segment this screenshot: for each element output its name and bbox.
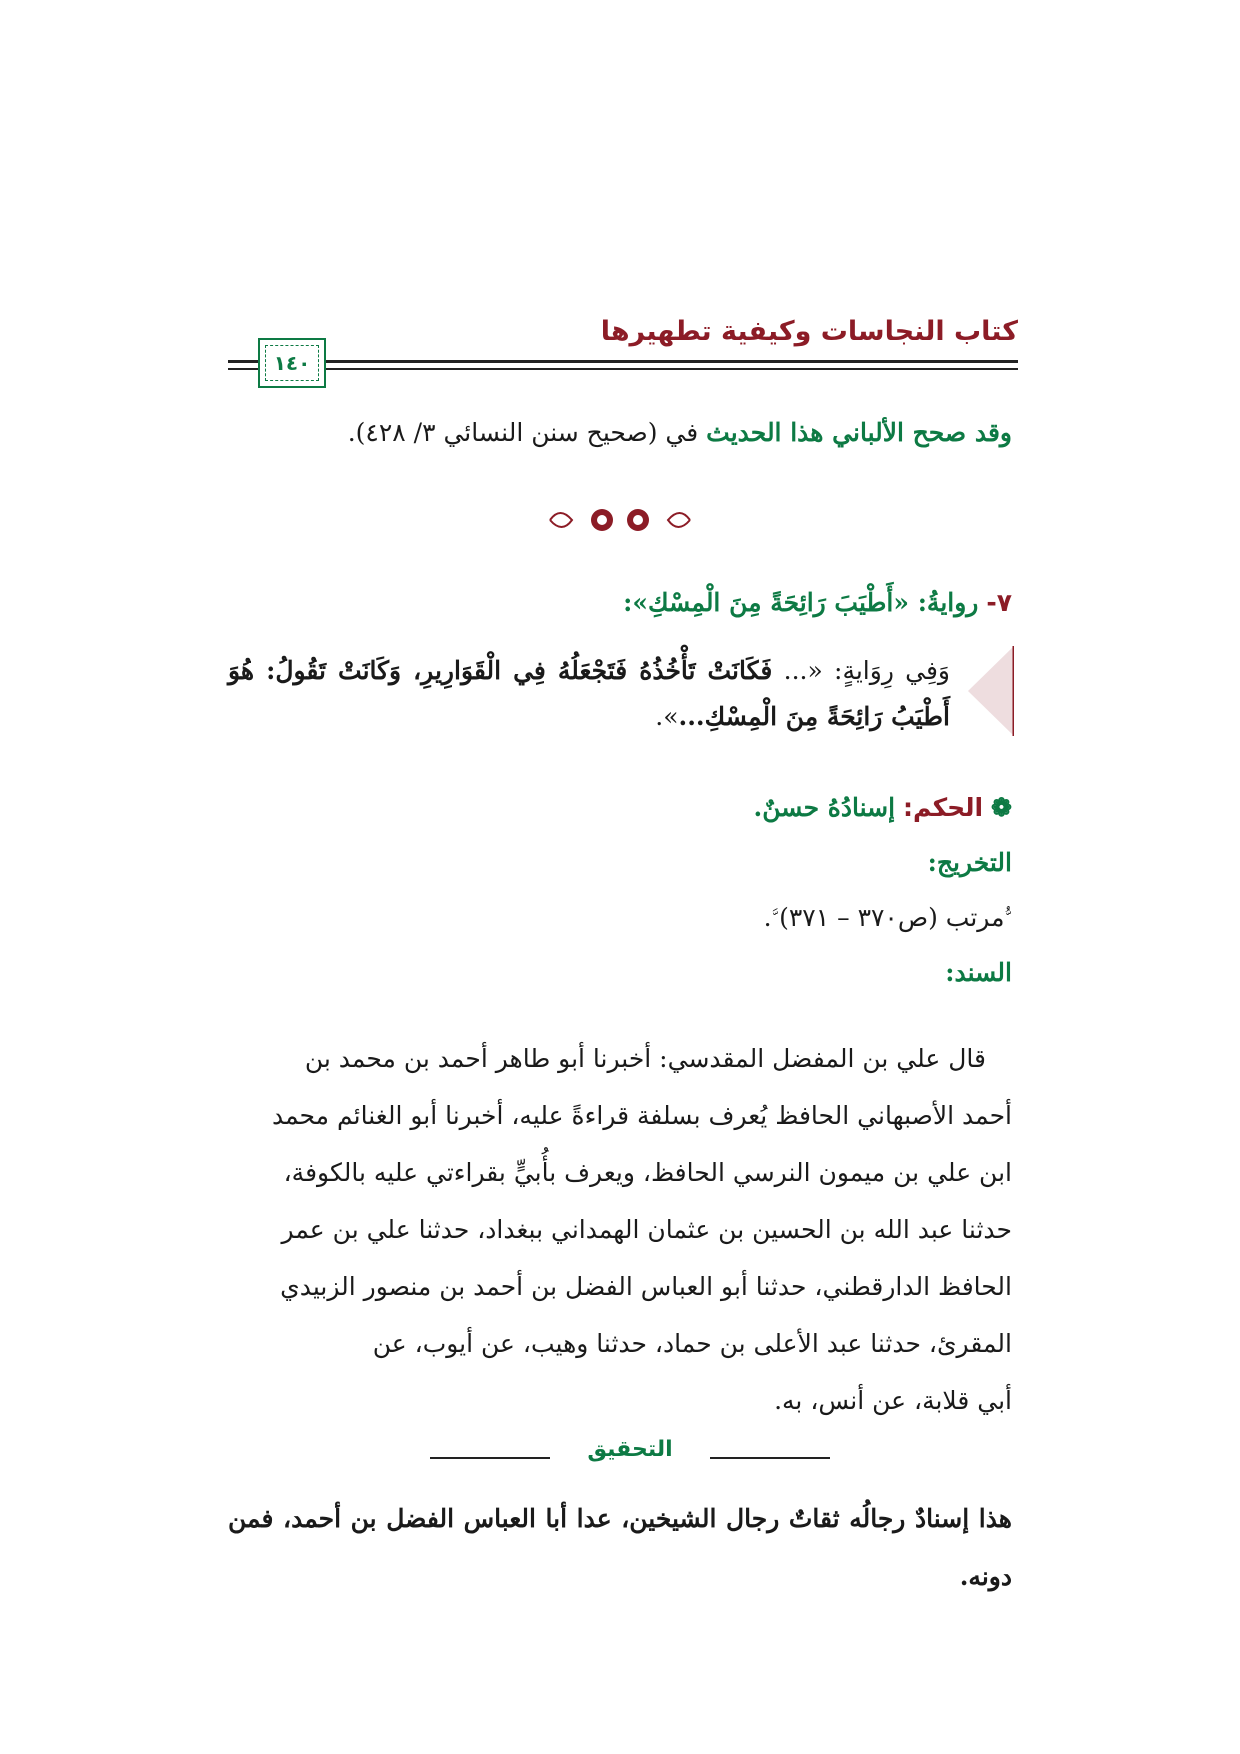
sanad-label-line xyxy=(228,950,1012,996)
flower-icon: ❁ xyxy=(991,793,1012,822)
page-header xyxy=(228,316,1018,386)
sanad-label: السند: xyxy=(945,958,1012,987)
takhrij-label: التخريج: xyxy=(927,848,1012,877)
header-rule xyxy=(228,360,1018,363)
takhrij-label-line xyxy=(228,840,1012,886)
page-number-frame xyxy=(258,338,326,388)
sanad-body xyxy=(228,1030,1012,1429)
intro-prefix: وقد صحح الألباني هذا الحديث xyxy=(706,418,1012,447)
tahqiq-text: هذا إسنادٌ رجالُه ثقاتٌ رجال الشيخين، عدا أبا العباس الفضل بن أحمد، فمن دونه. xyxy=(228,1504,1012,1591)
body-line: المقرئ، حدثنا عبد الأعلى بن حماد، حدثنا وهيب، عن أيوب، عن xyxy=(372,1329,1012,1358)
quote-corner-icon xyxy=(968,646,1014,736)
page-number: ١٤٠ xyxy=(265,345,319,381)
quote-end: ». xyxy=(655,702,679,731)
body-line: قال علي بن المفضل المقدسي: أخبرنا أبو طاهر أحمد بن محمد بن xyxy=(304,1044,986,1073)
body-line: أحمد الأصبهاني الحافظ يُعرف بسلفة قراءةً عليه، أخبرنا أبو الغنائم محمد xyxy=(271,1101,1012,1130)
section-heading xyxy=(228,580,1012,626)
body-line: حدثنا عبد الله بن الحسين بن عثمان الهمداني ببغداد، حدثنا علي بن عمر xyxy=(281,1215,1012,1244)
body-line: الحافظ الدارقطني، حدثنا أبو العباس الفضل بن أحمد بن منصور الزبيدي xyxy=(280,1272,1012,1301)
ruling-label: الحكم: xyxy=(902,793,984,822)
quote-text: فَكَانَتْ تَأْخُذُهُ فَتَجْعَلُهُ فِي الْقَوَارِيرِ، وَكَانَتْ تَقُولُ: هُوَ أَطْيَبُ رَائِحَةً مِنَ الْمِسْكِ... xyxy=(228,656,950,731)
section-title: روايةُ: «أَطْيَبَ رَائِحَةً مِنَ الْمِسْكِ»: xyxy=(623,588,979,617)
ruling-value: إسنادُهُ حسنٌ. xyxy=(753,793,896,822)
quote-block xyxy=(228,648,950,740)
body-line: أبي قلابة، عن أنس، به. xyxy=(774,1386,1012,1415)
intro-rest: في (صحيح سنن النسائي ٣/ ٤٢٨). xyxy=(347,418,707,447)
body-line: ابن علي بن ميمون النرسي الحافظ، ويعرف بأُبيٍّ بقراءتي عليه بالكوفة، xyxy=(283,1158,1012,1187)
tahqiq-divider xyxy=(430,1437,830,1473)
section-number: ٧- xyxy=(986,588,1012,617)
tahqiq-label: التحقيق xyxy=(587,1437,673,1462)
ornament-icon xyxy=(540,500,700,540)
intro-paragraph xyxy=(228,410,1012,456)
takhrij-text: ﱡمرتب (ص٣٧٠ – ٣٧١)ﱠ. xyxy=(763,903,1012,932)
book-title: كتاب النجاسات وكيفية تطهيرها xyxy=(600,316,1018,347)
header-rule-thin xyxy=(228,368,1018,370)
quote-lead: وَفِي رِوَايةٍ: «... xyxy=(772,656,950,685)
ruling-line xyxy=(228,785,1012,831)
